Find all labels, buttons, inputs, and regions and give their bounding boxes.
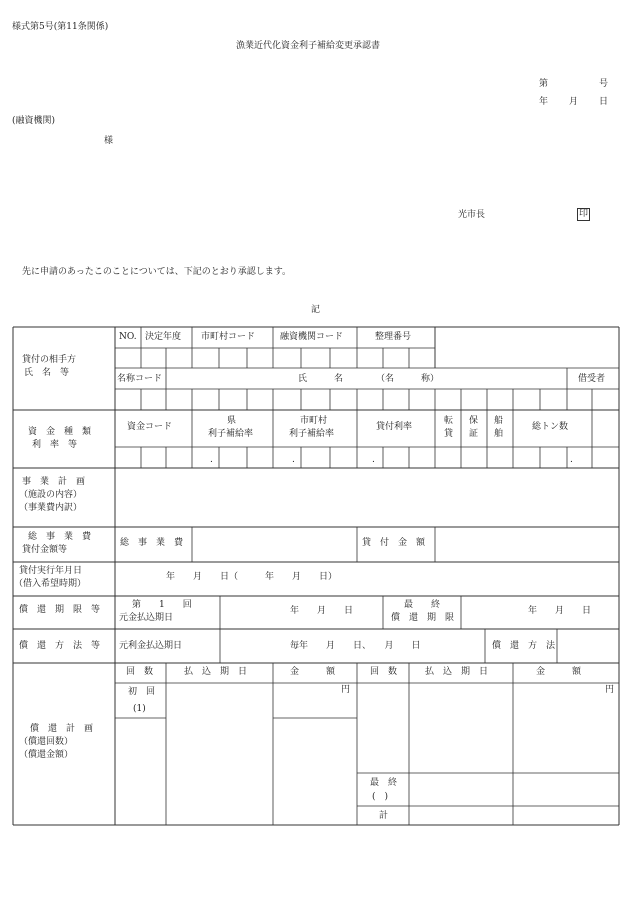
schedule-label: 償 還 計 画 bbox=[30, 724, 94, 734]
issuer: 光市長 bbox=[458, 210, 486, 220]
fund-type-label: 資 金 種 類 bbox=[28, 427, 92, 437]
ki-label: 記 bbox=[311, 305, 321, 315]
borrower-label-2: 氏 名 等 bbox=[24, 368, 70, 378]
col-no: NO. bbox=[119, 332, 137, 342]
col-name-code: 名称コード bbox=[117, 374, 163, 384]
first-payment-label: 第 1 回 bbox=[132, 600, 192, 610]
col-date-left: 払 込 期 日 bbox=[184, 667, 248, 677]
col-decision-year: 決定年度 bbox=[145, 332, 182, 342]
col-senpaku-2: 舶 bbox=[494, 429, 504, 439]
total-label-2: 貸付金額等 bbox=[22, 545, 68, 555]
loan-amount-label: 貸 付 金 額 bbox=[362, 538, 426, 548]
final-deadline-date: 年 月 日 bbox=[528, 606, 592, 616]
col-hosho-2: 証 bbox=[469, 429, 479, 439]
date-day: 日 bbox=[599, 97, 609, 107]
col-fin-code: 融資機関コード bbox=[280, 332, 344, 342]
plan-label: 事 業 計 画 bbox=[22, 477, 86, 487]
first-payment-label-2: 元金払込期日 bbox=[119, 613, 174, 623]
yen-right: 円 bbox=[605, 685, 615, 695]
col-meisho: （名 称） bbox=[376, 374, 440, 384]
total-row-label: 計 bbox=[379, 811, 389, 821]
col-fund-code: 資金コード bbox=[127, 422, 173, 432]
col-pref: 県 bbox=[227, 416, 237, 426]
borrower-label: 貸付の相手方 bbox=[22, 355, 77, 365]
col-loan-rate: 貸付利率 bbox=[376, 422, 413, 432]
final-row-label: 最 終 bbox=[370, 778, 398, 788]
total-cost-label: 総 事 業 費 bbox=[120, 538, 184, 548]
exec-label: 貸付実行年月日 bbox=[19, 566, 83, 576]
first-count: (1) bbox=[133, 704, 146, 714]
plan-label-3: （事業費内訳） bbox=[19, 503, 83, 513]
interest-date-label: 元利金払込期日 bbox=[119, 641, 183, 651]
schedule-label-2: （償還回数） bbox=[19, 737, 74, 747]
addressee-org: (融資機関) bbox=[12, 116, 56, 126]
col-borrower: 借受者 bbox=[578, 374, 606, 384]
col-amount-left: 金 額 bbox=[290, 667, 336, 677]
col-amount-right: 金 額 bbox=[536, 667, 582, 677]
col-senpaku: 船 bbox=[494, 416, 504, 426]
col-kaisu-left: 回 数 bbox=[126, 667, 154, 677]
number-go: 号 bbox=[599, 79, 609, 89]
exec-label-2: （借入希望時期） bbox=[14, 579, 87, 589]
col-date-right: 払 込 期 日 bbox=[425, 667, 489, 677]
dot-pref: . bbox=[210, 455, 213, 465]
method-label: 償 還 方 法 等 bbox=[19, 641, 101, 651]
dot-loan: . bbox=[372, 455, 375, 465]
body-text: 先に申請のあったこのことについては、下記のとおり承認します。 bbox=[22, 267, 292, 277]
yen-left: 円 bbox=[341, 685, 351, 695]
final-deadline-label: 最 終 bbox=[404, 600, 441, 610]
interest-date: 毎年 月 日、 月 日 bbox=[290, 641, 421, 651]
col-tenkashi-2: 貸 bbox=[444, 429, 454, 439]
method-value-label: 償 還 方 法 bbox=[492, 641, 556, 651]
form-number: 様式第5号(第11条関係) bbox=[12, 22, 109, 32]
fund-type-label-2: 利 率 等 bbox=[32, 440, 78, 450]
addressee-sama: 様 bbox=[104, 136, 114, 146]
col-city: 市町村 bbox=[300, 416, 328, 426]
document-title: 漁業近代化資金利子補給変更承認書 bbox=[236, 41, 381, 51]
seal-mark: 印 bbox=[579, 209, 589, 219]
number-dai: 第 bbox=[539, 79, 549, 89]
col-city-2: 利子補給率 bbox=[289, 429, 335, 439]
dot-city: . bbox=[292, 455, 295, 465]
date-year: 年 bbox=[539, 97, 549, 107]
final-row-paren: ( ) bbox=[372, 792, 389, 802]
total-label: 総 事 業 費 bbox=[28, 532, 92, 542]
first-payment-date: 年 月 日 bbox=[290, 606, 354, 616]
col-city-code: 市町村コード bbox=[201, 332, 256, 342]
col-shimei: 氏 名 bbox=[298, 374, 344, 384]
dot-tonnage: . bbox=[570, 455, 573, 465]
first-time-label: 初 回 bbox=[128, 687, 156, 697]
col-ref-no: 整理番号 bbox=[375, 332, 412, 342]
exec-date: 年 月 日（ 年 月 日） bbox=[166, 572, 338, 582]
col-tenkashi: 転 bbox=[444, 416, 454, 426]
date-month: 月 bbox=[569, 97, 579, 107]
final-deadline-label-2: 償 還 期 限 bbox=[391, 613, 455, 623]
col-tonnage: 総トン数 bbox=[532, 422, 569, 432]
col-kaisu-right: 回 数 bbox=[370, 667, 398, 677]
col-hosho: 保 bbox=[469, 416, 479, 426]
plan-label-2: （施設の内容） bbox=[19, 490, 83, 500]
term-label: 償 還 期 限 等 bbox=[19, 605, 101, 615]
col-pref-2: 利子補給率 bbox=[208, 429, 254, 439]
schedule-label-3: （償還金額） bbox=[19, 750, 74, 760]
